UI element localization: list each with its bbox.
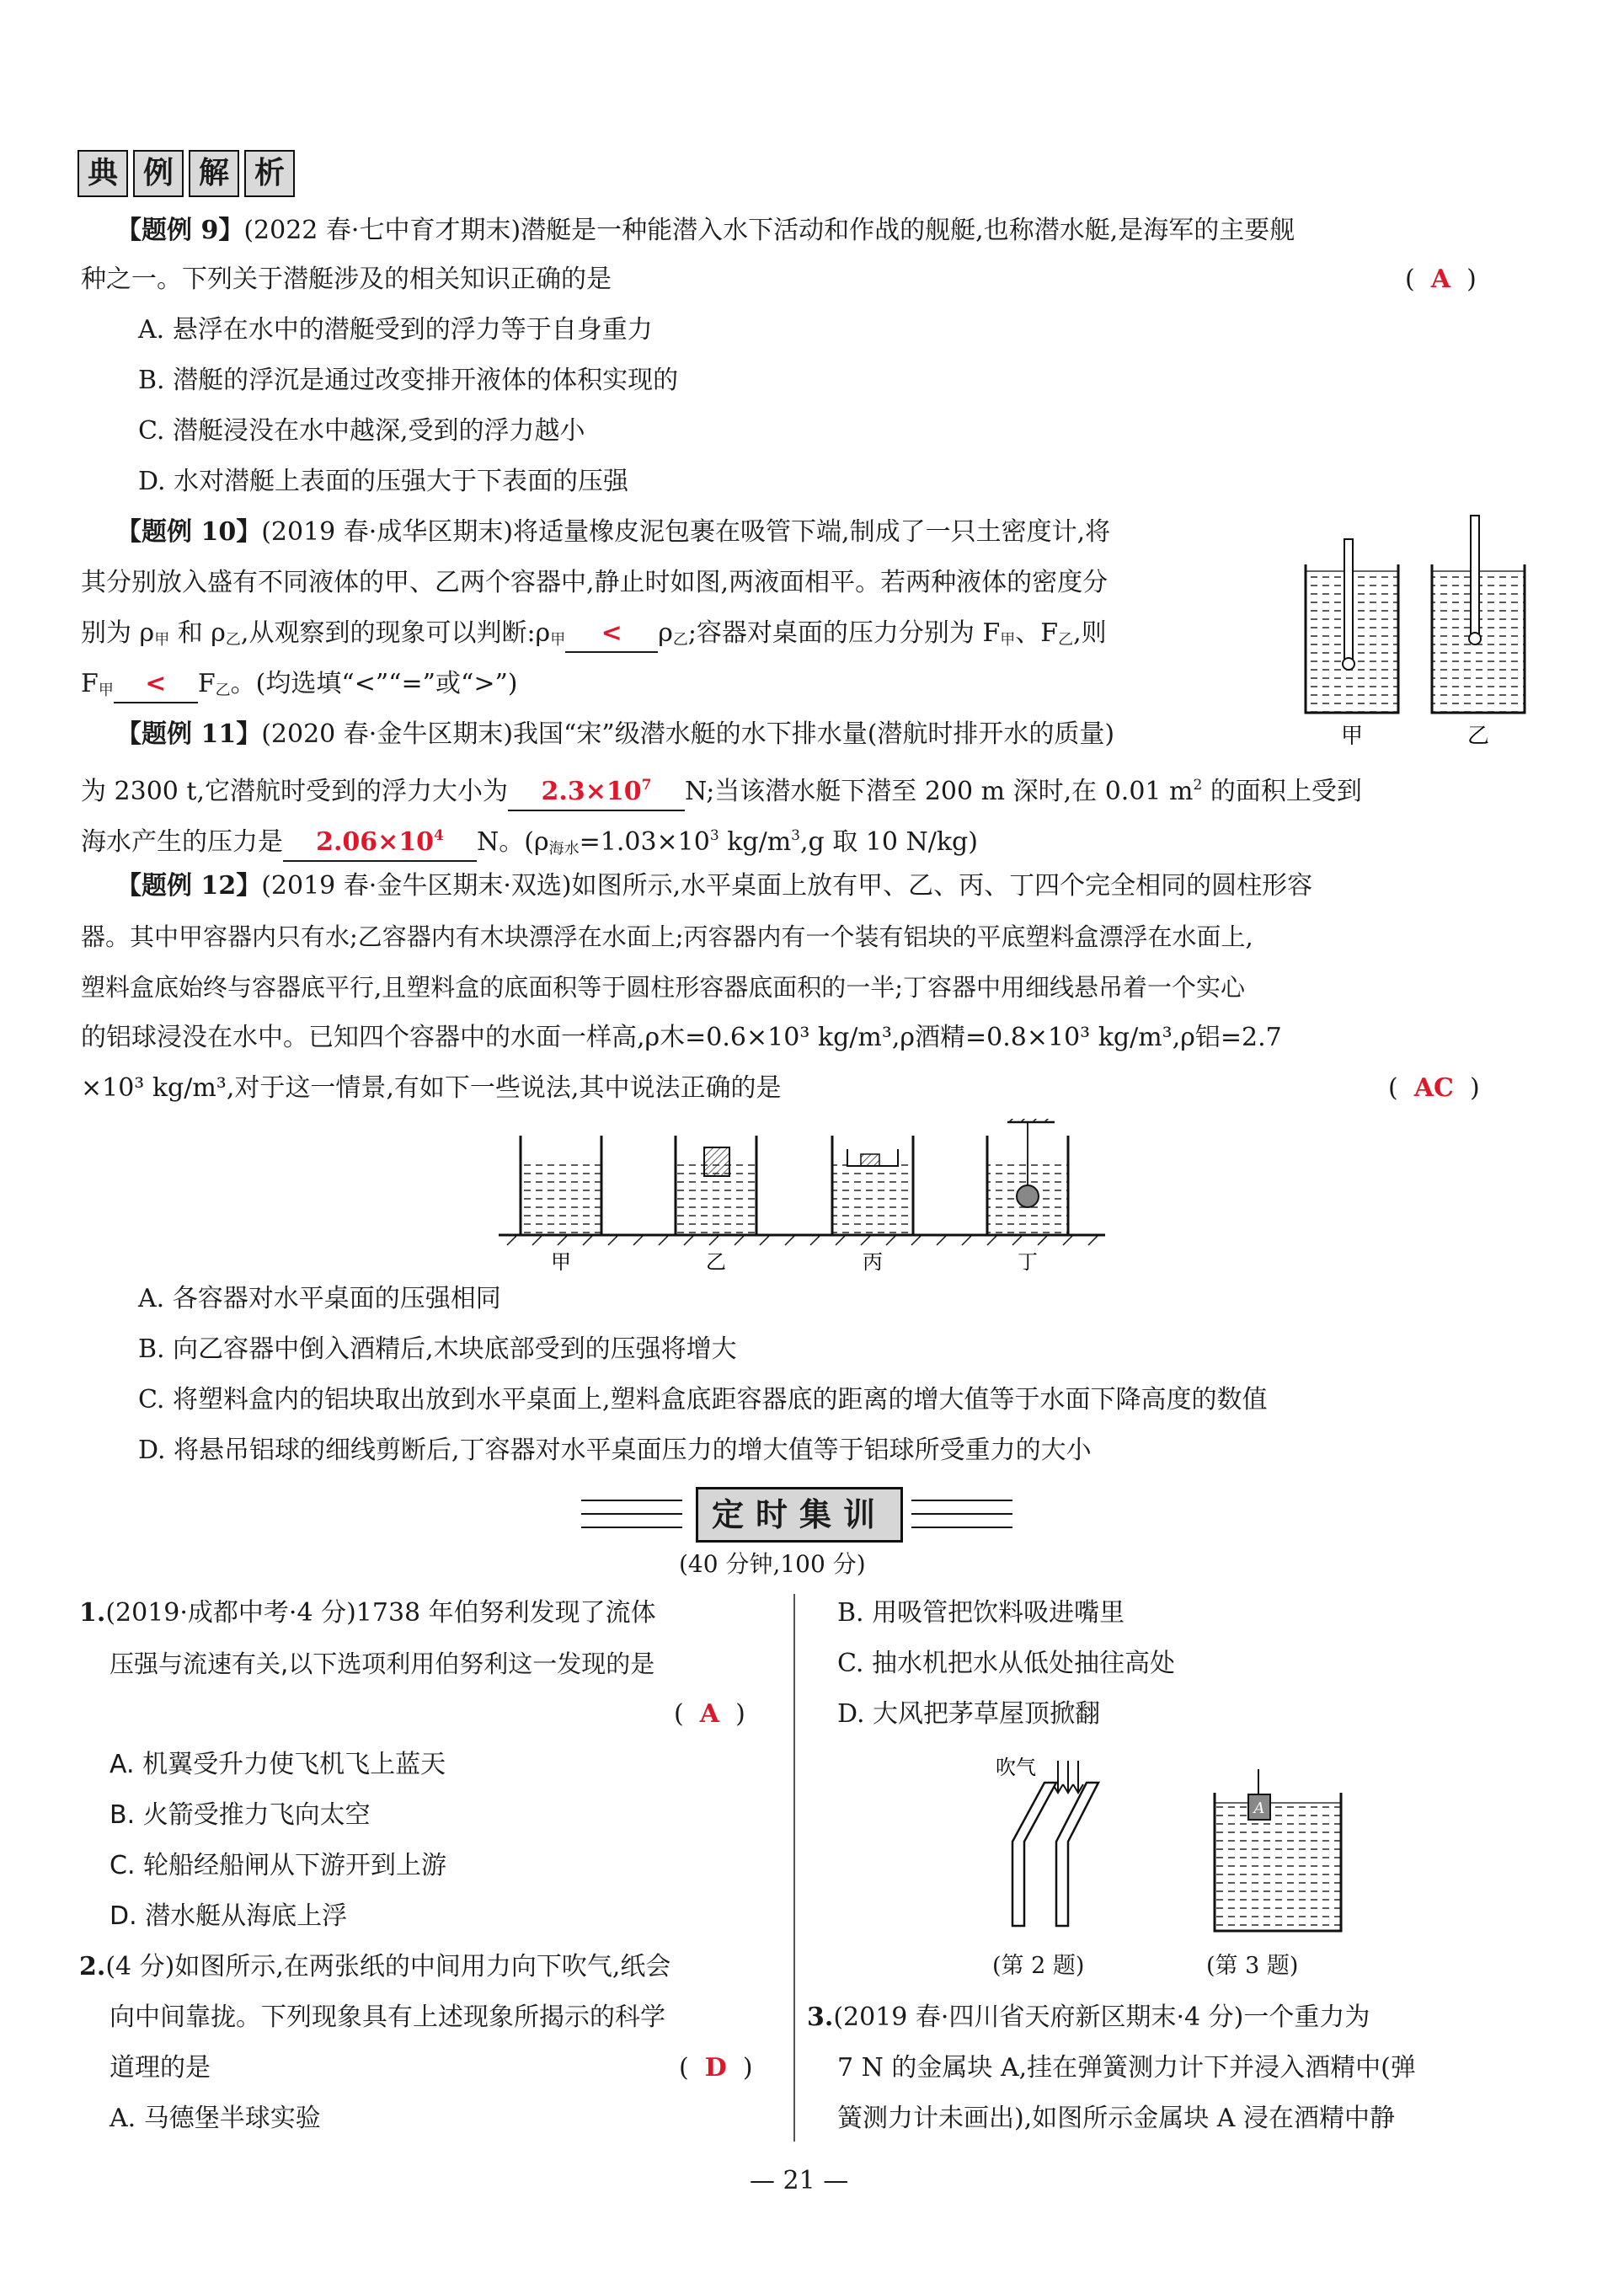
q12-container-yi xyxy=(676,1136,756,1235)
q11-blank-2-base: 2.06×10 xyxy=(316,827,435,857)
q10-text: 别为 ρ xyxy=(81,618,155,648)
q11-tag: 【题例 11】 xyxy=(116,719,262,749)
q10-text: ;容器对桌面的压力分别为 F xyxy=(687,618,1001,648)
q10-sub: 乙 xyxy=(215,682,231,699)
column-divider xyxy=(793,1594,795,2142)
q1-number: 1. xyxy=(79,1598,106,1628)
q1-option-c-right: C. 抽水机把水从低处抽往高处 xyxy=(837,1649,1175,1678)
q1-option-a: A. 机翼受升力使飞机飞上蓝天 xyxy=(110,1750,446,1779)
q12-answer: AC xyxy=(1413,1073,1454,1103)
q11-text: N;当该潜水艇下潜至 200 m 深时,在 0.01 m xyxy=(685,777,1194,806)
q12-line3: 塑料盒底始终与容器底平行,且塑料盒的底面积等于圆柱形容器底面积的一半;丁容器中用细线悬吊着一个实心 xyxy=(81,973,1245,1002)
q11-blank-1 xyxy=(508,767,685,811)
section-title-rules-right xyxy=(911,1495,1012,1532)
q10-stem-1: (2019 春·成华区期末)将适量橡皮泥包裹在吸管下端,制成了一只土密度计,将 xyxy=(261,517,1111,547)
q1-line2: 压强与流速有关,以下选项利用伯努利这一发现的是 xyxy=(110,1650,655,1678)
fig-label-yi: 乙 xyxy=(706,1250,726,1274)
q12-figure xyxy=(499,1119,1105,1274)
q2-number: 2. xyxy=(79,1952,106,1981)
q11-blank-2 xyxy=(283,818,477,862)
q10-figure xyxy=(1297,505,1550,750)
q10-text: ,则 xyxy=(1073,618,1107,648)
q11-text: kg/m xyxy=(719,827,792,857)
q12-line5: ×10³ kg/m³,对于这一情景,有如下一些说法,其中说法正确的是 xyxy=(81,1073,782,1103)
q10-sub: 乙 xyxy=(225,631,241,649)
fig-label-jia: 甲 xyxy=(551,1250,571,1274)
q12-stem-1: (2019 春·金牛区期末·双选)如图所示,水平桌面上放有甲、乙、丙、丁四个完全相同的圆柱形容 xyxy=(261,871,1313,901)
q2-option-a: A. 马德堡半球实验 xyxy=(110,2104,321,2133)
q1-option-c: C. 轮船经船闸从下游开到上游 xyxy=(110,1851,447,1880)
q10-text: ρ xyxy=(658,618,673,648)
fig-label-ding: 丁 xyxy=(1018,1250,1038,1274)
q3-stem-1: (2019 春·四川省天府新区期末·4 分)一个重力为 xyxy=(833,2003,1370,2032)
q11-text: ,g 取 10 N/kg) xyxy=(799,827,978,857)
q10-text: ,从观察到的现象可以判断:ρ xyxy=(240,618,551,648)
fig-label-jia: 甲 xyxy=(1340,724,1364,749)
q9-answer-bracket: ( A ) xyxy=(1405,265,1477,294)
q11-text: N。(ρ xyxy=(477,827,549,857)
q12-option-b: B. 向乙容器中倒入酒精后,木块底部受到的压强将增大 xyxy=(138,1334,737,1364)
q10-text: 。(均选填“<”“=”或“>”) xyxy=(230,669,518,698)
q11-blank-1-base: 2.3×10 xyxy=(541,777,642,806)
q10-sub: 甲 xyxy=(1000,631,1016,649)
q12-container-bing xyxy=(832,1136,913,1235)
q11-blank-1-exp: 7 xyxy=(641,777,652,794)
q10-sub: 甲 xyxy=(550,631,566,649)
q2-line2: 向中间靠拢。下列现象具有上述现象所揭示的科学 xyxy=(110,2003,665,2032)
q12-line4: 的铝球浸没在水中。已知四个容器中的水面一样高,ρ木=0.6×10³ kg/m³,ρ酒精=0.8×10³ kg/m³,ρ铝=2.7 xyxy=(81,1023,1282,1052)
q12-line2: 器。其中甲容器内只有水;乙容器内有木块漂浮在水面上;丙容器内有一个装有铝块的平底塑料盒漂浮在水面上, xyxy=(81,922,1253,951)
q11-blank-2-exp: 4 xyxy=(434,827,444,844)
q10-text: 和 ρ xyxy=(169,618,226,648)
q2-answer-bracket: ( D ) xyxy=(679,2053,753,2083)
q11-text: 为 2300 t,它潜航时受到的浮力大小为 xyxy=(81,777,509,806)
q9-answer: A xyxy=(1430,265,1451,294)
q11-stem-1: (2020 春·金牛区期末)我国“宋”级潜水艇的水下排水量(潜航时排开水的质量) xyxy=(261,719,1115,749)
q10-line3 xyxy=(81,616,1107,658)
q2-figure xyxy=(994,1749,1137,1934)
q11-sup: 3 xyxy=(709,827,719,844)
container-jia xyxy=(1306,539,1398,713)
q1-option-d: D. 潜水艇从海底上浮 xyxy=(110,1901,348,1931)
q3-number: 3. xyxy=(807,2003,834,2032)
header-char: 析 xyxy=(244,150,295,197)
q10-sub: 甲 xyxy=(98,682,114,699)
q9-option-b: B. 潜艇的浮沉是通过改变排开液体的体积实现的 xyxy=(138,366,679,395)
q9-stem-1: (2022 春·七中育才期末)潜艇是一种能潜入水下活动和作战的舰艇,也称潜水艇,是海军的主要舰 xyxy=(243,216,1295,245)
q11-line1 xyxy=(116,717,1114,752)
q1-stem-1: (2019·成都中考·4 分)1738 年伯努利发现了流体 xyxy=(105,1598,656,1628)
q11-text: 海水产生的压力是 xyxy=(81,827,283,857)
q11-sup: 3 xyxy=(791,827,800,844)
q9-option-d: D. 水对潜艇上表面的压强大于下表面的压强 xyxy=(138,467,629,496)
section-subtitle: (40 分钟,100 分) xyxy=(679,1550,866,1578)
q11-text: 的面积上受到 xyxy=(1202,777,1362,806)
page-number: — 21 — xyxy=(750,2166,849,2195)
q1-option-b-right: B. 用吸管把饮料吸进嘴里 xyxy=(837,1598,1125,1628)
q12-line1 xyxy=(116,869,1312,904)
q10-sub: 乙 xyxy=(672,631,688,649)
q1-line1 xyxy=(79,1596,656,1631)
q3-block-label: A xyxy=(1253,1799,1265,1817)
q10-text: F xyxy=(197,669,216,698)
q2-line3: 道理的是 xyxy=(110,2053,211,2083)
q2-answer: D xyxy=(704,2053,727,2083)
fig-label-yi: 乙 xyxy=(1466,724,1490,749)
header-char: 解 xyxy=(189,150,239,197)
q1-option-b: B. 火箭受推力飞向太空 xyxy=(110,1800,371,1830)
container-yi xyxy=(1432,516,1525,713)
section-title-rules-left xyxy=(581,1495,682,1532)
q10-blank-1: < xyxy=(565,616,658,653)
q10-line1 xyxy=(116,515,1110,550)
q9-option-a: A. 悬浮在水中的潜艇受到的浮力等于自身重力 xyxy=(138,315,653,345)
q12-option-a: A. 各容器对水平桌面的压强相同 xyxy=(138,1284,501,1313)
q10-sub: 甲 xyxy=(154,631,170,649)
q10-line4 xyxy=(81,666,518,709)
q1-answer: A xyxy=(699,1699,720,1729)
q3-line2: 7 N 的金属块 A,挂在弹簧测力计下并浸入酒精中(弹 xyxy=(837,2053,1416,2083)
q11-line2 xyxy=(81,767,1362,811)
q11-text: =1.03×10 xyxy=(579,827,710,857)
q12-container-jia xyxy=(521,1136,601,1235)
q1-answer-bracket: ( A ) xyxy=(674,1699,745,1729)
q11-line3 xyxy=(81,818,978,867)
q1-option-d-right: D. 大风把茅草屋顶掀翻 xyxy=(837,1699,1101,1729)
q2-stem-1: (4 分)如图所示,在两张纸的中间用力向下吹气,纸会 xyxy=(105,1952,671,1981)
section-header-examples xyxy=(77,150,300,197)
q9-tag: 【题例 9】 xyxy=(116,216,244,245)
q10-blank-2: < xyxy=(114,666,198,703)
q12-tag: 【题例 12】 xyxy=(116,871,262,901)
q9-line1 xyxy=(116,213,1295,249)
q3-line1 xyxy=(807,2000,1370,2035)
q2-fig-label: 吹气 xyxy=(996,1756,1036,1779)
q12-container-ding xyxy=(987,1119,1068,1235)
q12-option-d: D. 将悬吊铝球的细线剪断后,丁容器对水平桌面压力的增大值等于铝球所受重力的大小 xyxy=(138,1436,1092,1465)
q11-sub: 海水 xyxy=(548,840,580,858)
q3-line3: 簧测力计未画出),如图所示金属块 A 浸在酒精中静 xyxy=(837,2104,1395,2133)
q10-text: 、F xyxy=(1015,618,1059,648)
q3-caption: (第 3 题) xyxy=(1206,1953,1299,1979)
q10-line2: 其分别放入盛有不同液体的甲、乙两个容器中,静止时如图,两液面相平。若两种液体的密度分 xyxy=(81,568,1108,597)
q10-tag: 【题例 10】 xyxy=(116,517,262,547)
q10-sub: 乙 xyxy=(1058,631,1074,649)
header-char: 典 xyxy=(77,150,128,197)
q11-sup: 2 xyxy=(1193,777,1203,794)
q2-line1 xyxy=(79,1949,670,1985)
fig-label-bing: 丙 xyxy=(863,1250,883,1274)
section-title: 定时集训 xyxy=(696,1487,903,1543)
q12-option-c: C. 将塑料盒内的铝块取出放到水平桌面上,塑料盒底距容器底的距离的增大值等于水面下降高度的数值 xyxy=(138,1385,1268,1414)
q9-line2: 种之一。下列关于潜艇涉及的相关知识正确的是 xyxy=(81,265,612,294)
q9-option-c: C. 潜艇浸没在水中越深,受到的浮力越小 xyxy=(138,416,585,446)
q10-text: F xyxy=(81,669,99,698)
q3-figure xyxy=(1203,1769,1354,1938)
q12-answer-bracket: ( AC ) xyxy=(1388,1073,1480,1103)
header-char: 例 xyxy=(133,150,184,197)
q2-caption: (第 2 题) xyxy=(992,1953,1085,1979)
